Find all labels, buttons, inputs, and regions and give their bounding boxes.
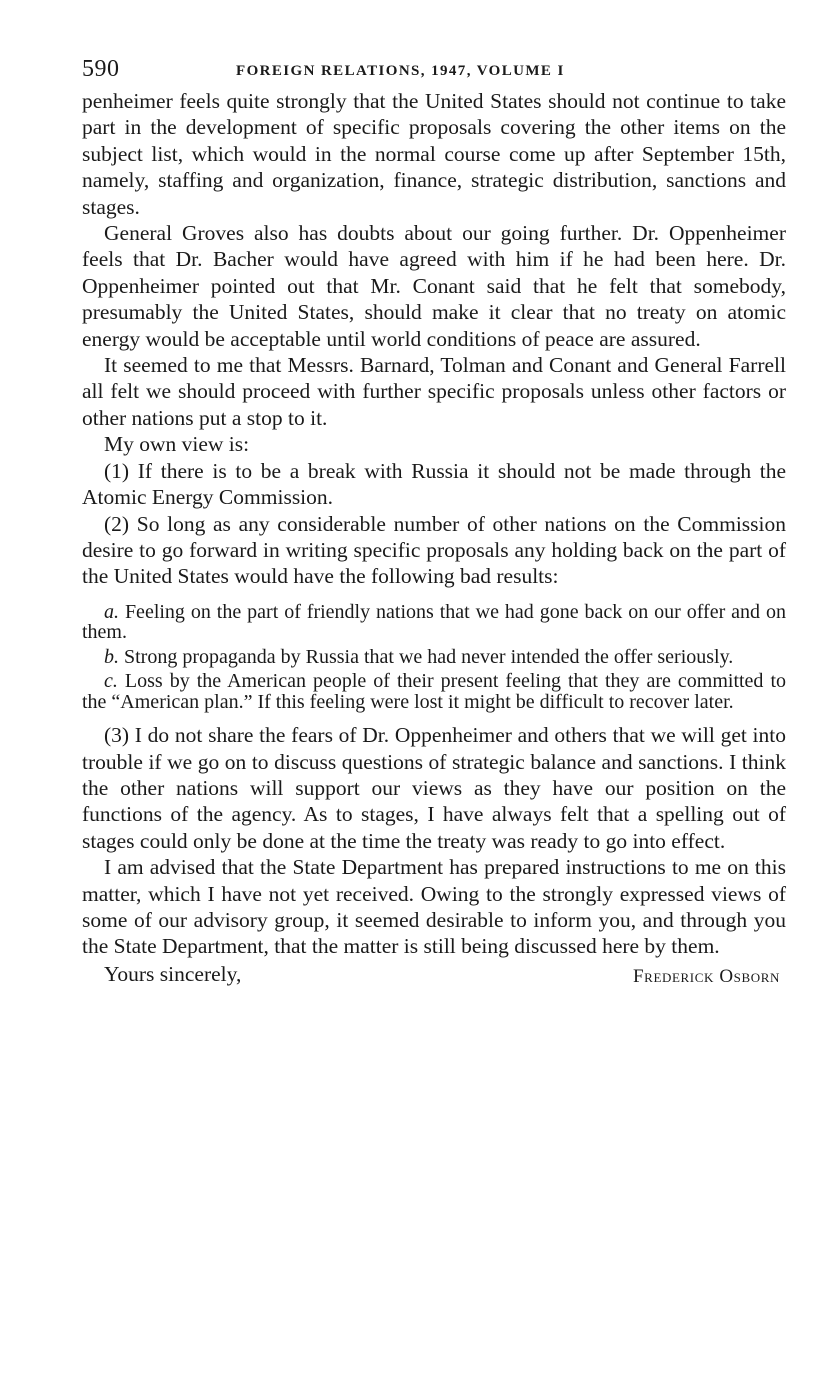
page-number: 590 [82, 56, 120, 82]
list-item-text: Strong propaganda by Russia that we had never intended the offer seriously. [124, 645, 734, 668]
list-item-text: Loss by the American people of their present feeling that they are committed to the “American plan.” If this feeling were lost it might be difficult to recover later. [82, 670, 787, 713]
list-item-text: Feeling on the part of friendly nations that we had gone back on our offer and on them. [82, 600, 786, 644]
sub-list [82, 602, 786, 713]
document-page [82, 52, 786, 992]
signature: Frederick Osborn [633, 965, 780, 987]
list-item-letter: a. [104, 600, 119, 623]
list-item [82, 602, 786, 643]
list-item-letter: b. [104, 645, 119, 668]
paragraph: penheimer feels quite strongly that the United States should not continue to take part in the development of specific proposals covering the other items on the subject list, which would in the normal course come up after September 15th, namely, staffing and organization, finance, strategic distribution, sanctions and stages. [82, 89, 786, 219]
paragraph: I am advised that the State Department has prepared instructions to me on this matter, which I have not yet received. Owing to the strongly expressed views of some of our advisory group, it seemed desirable to inform you, and through you the State Department, that the matter is still being discussed here by them. [82, 855, 786, 959]
running-title: FOREIGN RELATIONS, 1947, VOLUME I [236, 63, 565, 79]
running-head [82, 52, 786, 88]
paragraph: It seemed to me that Messrs. Barnard, Tolman and Conant and General Farrell all felt we should proceed with further specific proposals unless other factors or other nations put a stop to it. [82, 353, 786, 430]
closing-salutation: Yours sincerely, [104, 961, 242, 986]
list-item-letter: c. [104, 670, 118, 693]
closing [82, 962, 786, 992]
list-item [82, 671, 786, 712]
letter-body [82, 88, 786, 960]
paragraph: (3) I do not share the fears of Dr. Oppenheimer and others that we will get into trouble if we go on to discuss questions of strategic balance and sanctions. I think the other nations will support our views as they have our position on the functions of the agency. As to stages, I have always felt that a spelling out of stages could only be done at the time the treaty was ready to go into effect. [82, 723, 786, 853]
list-item [82, 647, 786, 668]
paragraph: My own view is: [104, 432, 250, 457]
paragraph: (1) If there is to be a break with Russia it should not be made through the Atomic Energy Commission. [82, 458, 786, 510]
paragraph: (2) So long as any considerable number of other nations on the Commission desire to go forward in writing specific proposals any holding back on the part of the United States would have the following bad results: [82, 511, 786, 589]
paragraph: General Groves also has doubts about our going further. Dr. Oppenheimer feels that Dr. Bacher would have agreed with him if he had been here. Dr. Oppenheimer pointed out that Mr. Conant said that he felt that somebody, presumably the United States, should make it clear that no treaty on atomic energy would be acceptable until world conditions of peace are assured. [82, 221, 786, 351]
